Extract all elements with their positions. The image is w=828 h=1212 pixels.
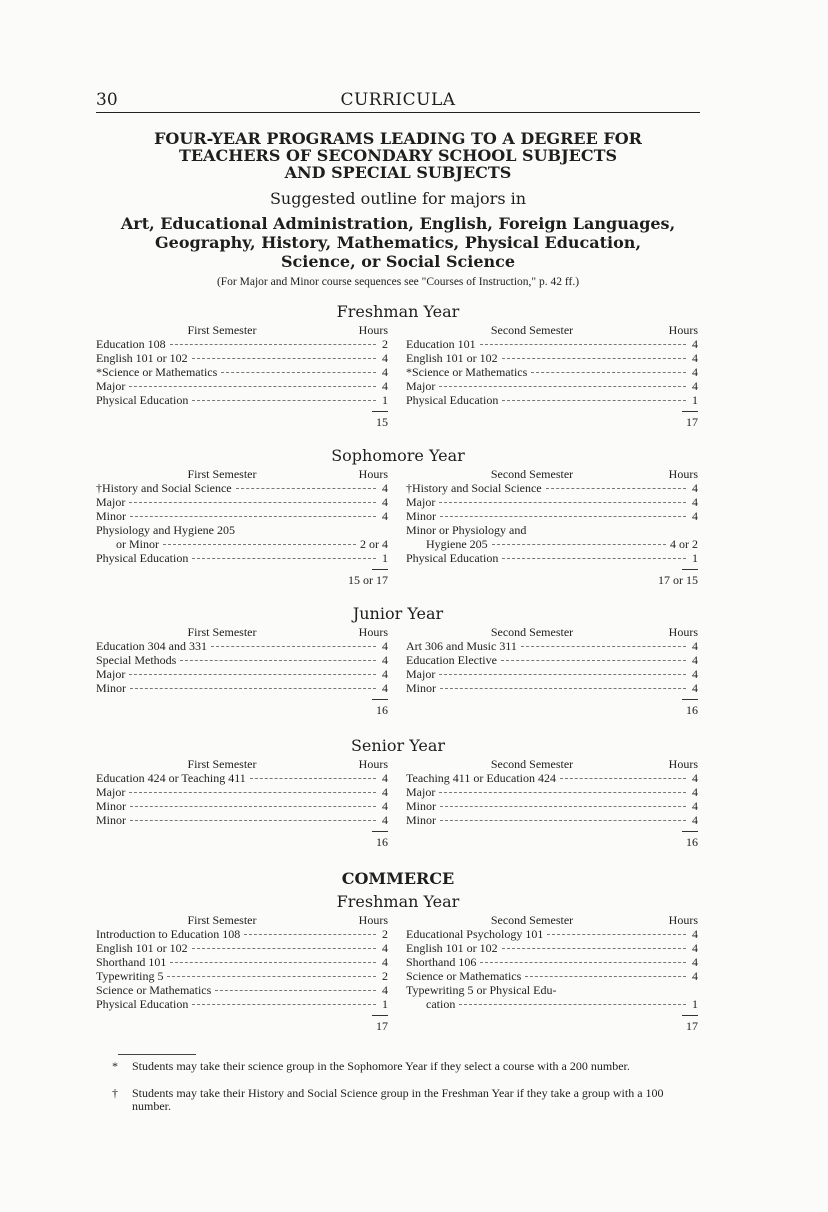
dot-leader: [501, 660, 686, 661]
first-semester-column: [96, 467, 388, 587]
second-semester-column: [406, 625, 698, 717]
course-hours: 1: [692, 393, 698, 407]
course-row: [406, 337, 698, 351]
course-name: Typewriting 5 or Physical Edu-: [406, 983, 557, 997]
hours-heading: Hours: [358, 467, 388, 481]
course-name: Minor: [96, 813, 126, 827]
page-header: [96, 90, 700, 113]
course-name: English 101 or 102: [96, 941, 188, 955]
course-row: [96, 537, 388, 551]
semester-total: [406, 827, 698, 849]
hours-heading: Hours: [668, 757, 698, 771]
course-hours: 1: [382, 393, 388, 407]
course-name: Shorthand 106: [406, 955, 477, 969]
year-title-junior: Junior Year: [352, 604, 444, 623]
course-hours: 4: [692, 955, 698, 969]
course-row: [96, 379, 388, 393]
semester-total: [406, 565, 698, 587]
course-row: [406, 551, 698, 565]
semester-heading: First Semester: [187, 625, 257, 639]
course-name: Minor: [96, 509, 126, 523]
dot-leader: [211, 646, 376, 647]
total-rule: [682, 411, 698, 412]
course-hours: 4: [382, 681, 388, 695]
dot-leader: [236, 488, 376, 489]
course-name: Minor: [406, 813, 436, 827]
title-line: AND SPECIAL SUBJECTS: [284, 163, 512, 182]
dot-leader: [480, 344, 686, 345]
hours-heading: Hours: [358, 625, 388, 639]
course-row: [96, 667, 388, 681]
course-row: [406, 667, 698, 681]
dot-leader: [439, 502, 686, 503]
course-row: [406, 927, 698, 941]
second-semester-column: [406, 757, 698, 849]
semester-heading: First Semester: [187, 757, 257, 771]
course-hours: 4: [382, 955, 388, 969]
course-name: Education Elective: [406, 653, 497, 667]
column-header: [406, 323, 698, 337]
running-head: CURRICULA: [340, 90, 456, 110]
dot-leader: [130, 806, 376, 807]
footnote-rule: [118, 1054, 196, 1055]
course-hours: 4: [692, 379, 698, 393]
second-semester-column: [406, 913, 698, 1033]
column-header: [96, 913, 388, 927]
subtitle: Suggested outline for majors in: [269, 189, 527, 208]
majors-line: Science, or Social Science: [280, 252, 516, 271]
course-name: Major: [406, 495, 436, 509]
semester-heading: First Semester: [187, 467, 257, 481]
course-row: [96, 351, 388, 365]
course-hours: 4: [382, 495, 388, 509]
dot-leader: [440, 806, 686, 807]
course-name: cation: [426, 997, 456, 1011]
semester-heading: First Semester: [187, 913, 257, 927]
course-row: [96, 771, 388, 785]
commerce-heading: COMMERCE: [341, 869, 455, 888]
semester-heading: Second Semester: [490, 323, 574, 337]
course-hours: 4: [382, 813, 388, 827]
course-name: Physical Education: [96, 997, 189, 1011]
course-row: [96, 481, 388, 495]
year-title-senior: Senior Year: [350, 736, 446, 755]
course-row: [406, 393, 698, 407]
course-name: Hygiene 205: [426, 537, 488, 551]
dot-leader: [129, 386, 376, 387]
first-semester-column: [96, 323, 388, 429]
dot-leader: [130, 820, 376, 821]
course-name: Physical Education: [406, 393, 499, 407]
column-header: [96, 625, 388, 639]
course-row: [96, 813, 388, 827]
footnote: [112, 1060, 702, 1073]
total-rule: [682, 1015, 698, 1016]
dot-leader: [525, 976, 686, 977]
total-hours: 15: [376, 415, 388, 429]
course-row: [96, 337, 388, 351]
course-name: Major: [96, 785, 126, 799]
total-rule: [682, 831, 698, 832]
year-title-sophomore: Sophomore Year: [331, 446, 465, 465]
course-row: [406, 523, 698, 537]
dot-leader: [459, 1004, 686, 1005]
dot-leader: [130, 688, 376, 689]
dot-leader: [502, 558, 686, 559]
course-name: Major: [406, 379, 436, 393]
course-hours: 4: [382, 941, 388, 955]
dot-leader: [192, 558, 376, 559]
course-row: [406, 941, 698, 955]
course-row: [96, 785, 388, 799]
course-hours: 4 or 2: [670, 537, 698, 551]
course-hours: 1: [692, 997, 698, 1011]
course-row: [96, 927, 388, 941]
course-row: [96, 941, 388, 955]
course-hours: 4: [382, 481, 388, 495]
course-hours: 4: [382, 365, 388, 379]
course-hours: 2: [382, 927, 388, 941]
semester-total: [96, 827, 388, 849]
total-rule: [372, 699, 388, 700]
course-row: [96, 639, 388, 653]
course-hours: 4: [382, 799, 388, 813]
course-name: Art 306 and Music 311: [406, 639, 517, 653]
title-line: FOUR-YEAR PROGRAMS LEADING TO A DEGREE FOR: [154, 129, 642, 148]
column-header: [406, 625, 698, 639]
course-row: [406, 813, 698, 827]
total-hours: 17 or 15: [658, 573, 698, 587]
course-hours: 4: [692, 351, 698, 365]
dot-leader: [129, 792, 376, 793]
semester-heading: Second Semester: [490, 467, 574, 481]
course-hours: 4: [382, 351, 388, 365]
course-name: Educational Psychology 101: [406, 927, 544, 941]
course-hours: 4: [692, 799, 698, 813]
dot-leader: [129, 502, 376, 503]
course-hours: 4: [692, 785, 698, 799]
course-row: [406, 771, 698, 785]
course-row: [406, 983, 698, 997]
course-name: †History and Social Science: [406, 481, 542, 495]
course-hours: 1: [692, 551, 698, 565]
course-row: [406, 969, 698, 983]
course-row: [96, 393, 388, 407]
majors-list: [96, 214, 700, 271]
course-name: Physical Education: [96, 551, 189, 565]
course-name: Major: [406, 785, 436, 799]
course-hours: 4: [382, 785, 388, 799]
hours-heading: Hours: [668, 625, 698, 639]
hours-heading: Hours: [668, 323, 698, 337]
year-title-freshman: Freshman Year: [336, 302, 460, 321]
total-hours: 17: [686, 415, 698, 429]
course-hours: 4: [692, 927, 698, 941]
course-row: [406, 379, 698, 393]
course-hours: 4: [382, 653, 388, 667]
page-number: 30: [96, 90, 118, 110]
dot-leader: [440, 516, 686, 517]
course-row: [406, 799, 698, 813]
dot-leader: [167, 976, 376, 977]
course-hours: 4: [692, 681, 698, 695]
dot-leader: [180, 660, 376, 661]
course-name: Science or Mathematics: [96, 983, 212, 997]
course-row: [406, 365, 698, 379]
footnote-mark: †: [112, 1086, 118, 1100]
course-name: Introduction to Education 108: [96, 927, 241, 941]
course-hours: 2 or 4: [360, 537, 388, 551]
course-row: [96, 551, 388, 565]
total-rule: [372, 831, 388, 832]
second-semester-column: [406, 467, 698, 587]
course-row: [406, 495, 698, 509]
total-rule: [372, 411, 388, 412]
course-name: Minor: [96, 681, 126, 695]
course-hours: 4: [692, 941, 698, 955]
course-row: [406, 955, 698, 969]
dot-leader: [547, 934, 686, 935]
course-hours: 4: [382, 667, 388, 681]
course-row: [96, 653, 388, 667]
course-row: [96, 799, 388, 813]
total-rule: [682, 699, 698, 700]
dot-leader: [439, 386, 686, 387]
hours-heading: Hours: [358, 913, 388, 927]
dot-leader: [170, 962, 376, 963]
dot-leader: [215, 990, 376, 991]
course-hours: 4: [692, 969, 698, 983]
column-header: [406, 757, 698, 771]
semester-heading: First Semester: [187, 323, 257, 337]
first-semester-column: [96, 625, 388, 717]
course-hours: 4: [692, 667, 698, 681]
course-name: Education 424 or Teaching 411: [96, 771, 246, 785]
course-name: English 101 or 102: [406, 351, 498, 365]
course-hours: 4: [692, 653, 698, 667]
sequence-note: (For Major and Minor course sequences see "Courses of Instruction," p. 42 ff.): [216, 276, 580, 288]
course-row: [406, 997, 698, 1011]
course-name: Minor: [406, 681, 436, 695]
dot-leader: [560, 778, 686, 779]
course-hours: 2: [382, 337, 388, 351]
column-header: [406, 467, 698, 481]
hours-heading: Hours: [668, 467, 698, 481]
course-name: Science or Mathematics: [406, 969, 522, 983]
semester-total: [96, 1011, 388, 1033]
total-rule: [372, 1015, 388, 1016]
majors-line: Geography, History, Mathematics, Physical Education,: [154, 233, 642, 252]
dot-leader: [129, 674, 376, 675]
course-hours: 1: [382, 997, 388, 1011]
course-name: Education 101: [406, 337, 476, 351]
course-hours: 4: [692, 481, 698, 495]
course-row: [96, 509, 388, 523]
footnote: [112, 1087, 702, 1113]
hours-heading: Hours: [358, 323, 388, 337]
course-name: †History and Social Science: [96, 481, 232, 495]
dot-leader: [440, 820, 686, 821]
title-line: TEACHERS OF SECONDARY SCHOOL SUBJECTS: [178, 146, 618, 165]
course-name: *Science or Mathematics: [406, 365, 528, 379]
course-row: [96, 983, 388, 997]
dot-leader: [440, 688, 686, 689]
course-hours: 1: [382, 551, 388, 565]
second-semester-column: [406, 323, 698, 429]
dot-leader: [480, 962, 686, 963]
dot-leader: [546, 488, 686, 489]
course-name: Education 108: [96, 337, 166, 351]
course-name: Typewriting 5: [96, 969, 164, 983]
dot-leader: [221, 372, 376, 373]
column-header: [96, 757, 388, 771]
dot-leader: [439, 674, 686, 675]
course-hours: 4: [382, 771, 388, 785]
total-hours: 16: [686, 835, 698, 849]
course-name: Education 304 and 331: [96, 639, 207, 653]
course-name: or Minor: [116, 537, 159, 551]
course-hours: 4: [382, 379, 388, 393]
hours-heading: Hours: [668, 913, 698, 927]
course-name: Physiology and Hygiene 205: [96, 523, 235, 537]
total-hours: 16: [376, 703, 388, 717]
total-rule: [372, 569, 388, 570]
course-hours: 4: [692, 771, 698, 785]
course-hours: 4: [382, 639, 388, 653]
dot-leader: [502, 358, 686, 359]
course-hours: 4: [692, 337, 698, 351]
column-header: [96, 467, 388, 481]
course-hours: 2: [382, 969, 388, 983]
dot-leader: [492, 544, 666, 545]
course-hours: 4: [382, 509, 388, 523]
semester-total: [406, 407, 698, 429]
course-name: Major: [96, 495, 126, 509]
course-row: [96, 997, 388, 1011]
course-name: English 101 or 102: [406, 941, 498, 955]
course-name: Teaching 411 or Education 424: [406, 771, 557, 785]
total-hours: 17: [376, 1019, 388, 1033]
dot-leader: [192, 358, 376, 359]
course-row: [406, 509, 698, 523]
course-name: Physical Education: [96, 393, 189, 407]
course-hours: 4: [692, 509, 698, 523]
course-row: [406, 351, 698, 365]
year-title-commerce-freshman: Freshman Year: [336, 892, 460, 911]
semester-total: [406, 695, 698, 717]
course-name: Minor: [96, 799, 126, 813]
semester-total: [96, 407, 388, 429]
semester-total: [96, 695, 388, 717]
course-name: Minor: [406, 509, 436, 523]
course-name: Major: [406, 667, 436, 681]
course-hours: 4: [692, 365, 698, 379]
course-name: English 101 or 102: [96, 351, 188, 365]
dot-leader: [250, 778, 376, 779]
semester-total: [406, 1011, 698, 1033]
total-hours: 17: [686, 1019, 698, 1033]
dot-leader: [502, 948, 686, 949]
course-row: [96, 681, 388, 695]
semester-heading: Second Semester: [490, 625, 574, 639]
course-row: [406, 537, 698, 551]
course-hours: 4: [692, 495, 698, 509]
hours-heading: Hours: [358, 757, 388, 771]
course-row: [406, 639, 698, 653]
course-row: [96, 955, 388, 969]
program-title: [96, 130, 700, 181]
total-hours: 15 or 17: [348, 573, 388, 587]
course-hours: 4: [692, 639, 698, 653]
course-name: Minor: [406, 799, 436, 813]
footnote-mark: *: [112, 1059, 118, 1073]
total-hours: 16: [686, 703, 698, 717]
semester-heading: Second Semester: [490, 913, 574, 927]
course-row: [406, 785, 698, 799]
column-header: [96, 323, 388, 337]
course-hours: 4: [692, 813, 698, 827]
course-name: Physical Education: [406, 551, 499, 565]
course-hours: 4: [382, 983, 388, 997]
first-semester-column: [96, 757, 388, 849]
dot-leader: [502, 400, 686, 401]
course-name: Minor or Physiology and: [406, 523, 527, 537]
semester-total: [96, 565, 388, 587]
dot-leader: [244, 934, 376, 935]
dot-leader: [521, 646, 686, 647]
majors-line: Art, Educational Administration, English, Foreign Languages,: [120, 214, 676, 233]
dot-leader: [531, 372, 686, 373]
footnote-text: Students may take their History and Social Science group in the Freshman Year if they take a group with a 100 number.: [132, 1086, 664, 1113]
dot-leader: [192, 948, 376, 949]
course-row: [406, 681, 698, 695]
course-row: [96, 495, 388, 509]
course-row: [406, 653, 698, 667]
course-name: *Science or Mathematics: [96, 365, 218, 379]
course-name: Shorthand 101: [96, 955, 167, 969]
dot-leader: [192, 1004, 376, 1005]
dot-leader: [130, 516, 376, 517]
course-row: [96, 365, 388, 379]
dot-leader: [192, 400, 376, 401]
total-hours: 16: [376, 835, 388, 849]
course-row: [406, 481, 698, 495]
course-name: Major: [96, 379, 126, 393]
column-header: [406, 913, 698, 927]
dot-leader: [439, 792, 686, 793]
course-row: [96, 969, 388, 983]
dot-leader: [170, 344, 376, 345]
footnote-text: Students may take their science group in the Sophomore Year if they select a course with a 200 number.: [132, 1059, 630, 1073]
first-semester-column: [96, 913, 388, 1033]
course-name: Special Methods: [96, 653, 177, 667]
course-name: Major: [96, 667, 126, 681]
dot-leader: [163, 544, 356, 545]
semester-heading: Second Semester: [490, 757, 574, 771]
total-rule: [682, 569, 698, 570]
course-row: [96, 523, 388, 537]
